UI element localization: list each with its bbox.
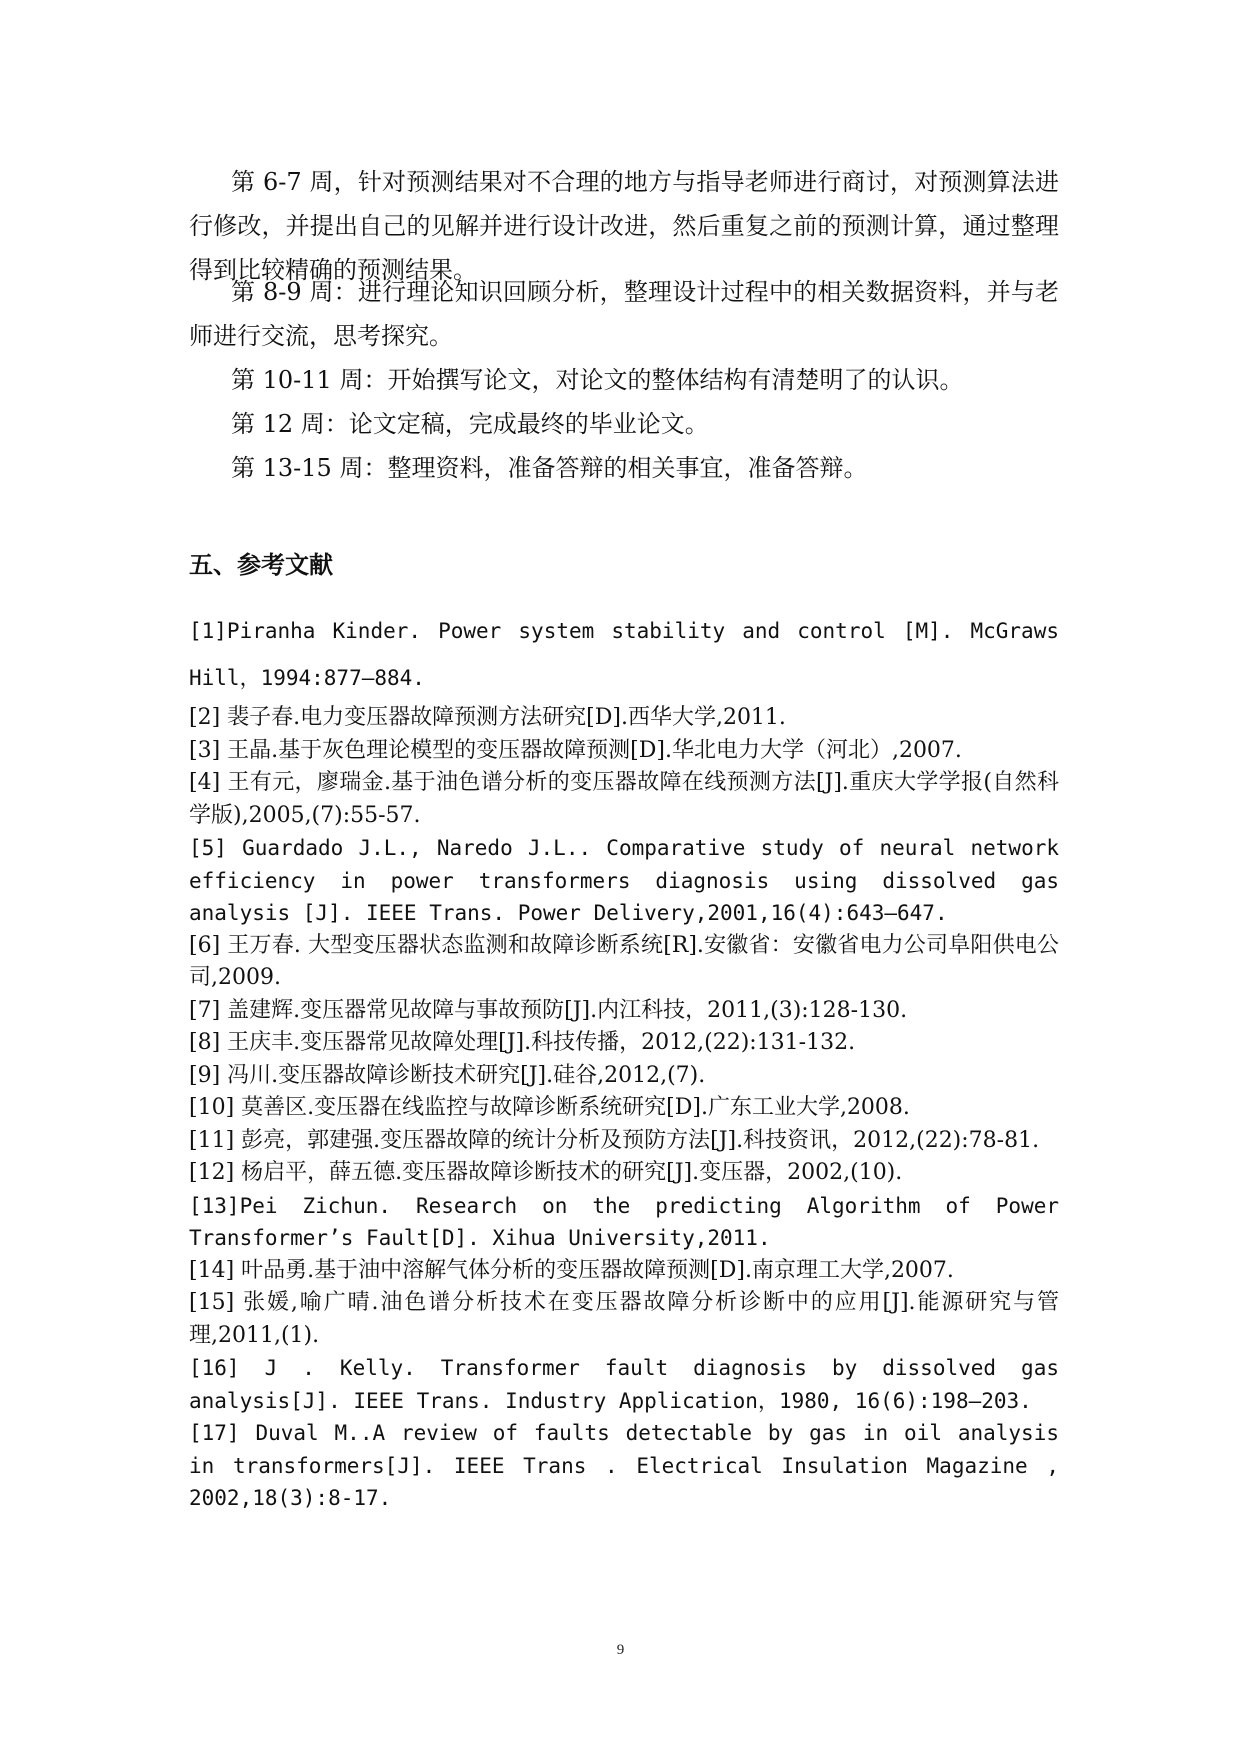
reference-item: [9] 冯川.变压器故障诊断技术研究[J].硅谷,2012,(7).	[189, 1062, 706, 1088]
references-heading: 五、参考文献	[189, 551, 333, 579]
reference-item: [3] 王晶.基于灰色理论模型的变压器故障预测[D].华北电力大学（河北）,2007.	[189, 737, 962, 763]
schedule-paragraph-week-12: 第 12 周：论文定稿，完成最终的毕业论文。	[231, 410, 709, 438]
reference-item: [1]Piranha Kinder. Power system stability and control [M]. McGraws Hill，1994:877—884.	[189, 619, 1059, 690]
reference-item: [12] 杨启平，薛五德.变压器故障诊断技术的研究[J].变压器，2002,(10).	[189, 1160, 903, 1185]
schedule-paragraph-weeks-10-11: 第 10-11 周：开始撰写论文，对论文的整体结构有清楚明了的认识。	[231, 366, 964, 394]
reference-item: [13]Pei Zichun. Research on the predicting Algorithm of Power Transformer’s Fault[D]. Xihua University,2011.	[189, 1193, 1059, 1250]
reference-item: [6] 王万春. 大型变压器状态监测和故障诊断系统[R].安徽省：安徽省电力公司阜阳供电公司,2009.	[189, 932, 1059, 990]
reference-list	[189, 608, 1059, 1515]
reference-item: [10] 莫善区.变压器在线监控与故障诊断系统研究[D].广东工业大学,2008.	[189, 1095, 910, 1120]
reference-item: [17] Duval M..A review of faults detectable by gas in oil analysis in transformers[J]. IEEE Trans . Electrical Insulation Magazine , 2002,18(3):8-17.	[189, 1421, 1059, 1510]
schedule-paragraph-weeks-8-9: 第 8-9 周：进行理论知识回顾分析，整理设计过程中的相关数据资料，并与老师进行交流，思考探究。	[189, 278, 1059, 350]
schedule-paragraph-weeks-6-7: 第 6-7 周，针对预测结果对不合理的地方与指导老师进行商讨，对预测算法进行修改，并提出自己的见解并进行设计改进，然后重复之前的预测计算，通过整理得到比较精确的预测结果。	[189, 168, 1059, 284]
page-number: 9	[616, 1642, 625, 1658]
reference-item: [8] 王庆丰.变压器常见故障处理[J].科技传播，2012,(22):131-132.	[189, 1030, 856, 1055]
reference-item: [4] 王有元，廖瑞金.基于油色谱分析的变压器故障在线预测方法[J].重庆大学学报(自然科学版),2005,(7):55-57.	[189, 770, 1059, 828]
reference-item: [5] Guardado J.L., Naredo J.L.. Comparative study of neural network efficiency in power transformers diagnosis using dissolved gas analysis [J]. IEEE Trans. Power Delivery,2001,16(4):643—647.	[189, 836, 1059, 925]
schedule-paragraph-weeks-13-15: 第 13-15 周：整理资料，准备答辩的相关事宜，准备答辩。	[231, 454, 868, 482]
reference-item: [15] 张媛,喻广晴.油色谱分析技术在变压器故障分析诊断中的应用[J].能源研究与管理,2011,(1).	[189, 1290, 1059, 1348]
reference-item: [14] 叶品勇.基于油中溶解气体分析的变压器故障预测[D].南京理工大学,2007.	[189, 1257, 954, 1283]
reference-item: [7] 盖建辉.变压器常见故障与事故预防[J].内江科技，2011,(3):128-130.	[189, 997, 908, 1023]
reference-item: [11] 彭亮，郭建强.变压器故障的统计分析及预防方法[J].科技资讯，2012,(22):78-81.	[189, 1127, 1040, 1153]
reference-item: [2] 裴子春.电力变压器故障预测方法研究[D].西华大学,2011.	[189, 705, 786, 730]
reference-item: [16] J . Kelly. Transformer fault diagnosis by dissolved gas analysis[J]. IEEE Trans. Industry Application，1980, 16(6):198—203.	[189, 1356, 1059, 1413]
